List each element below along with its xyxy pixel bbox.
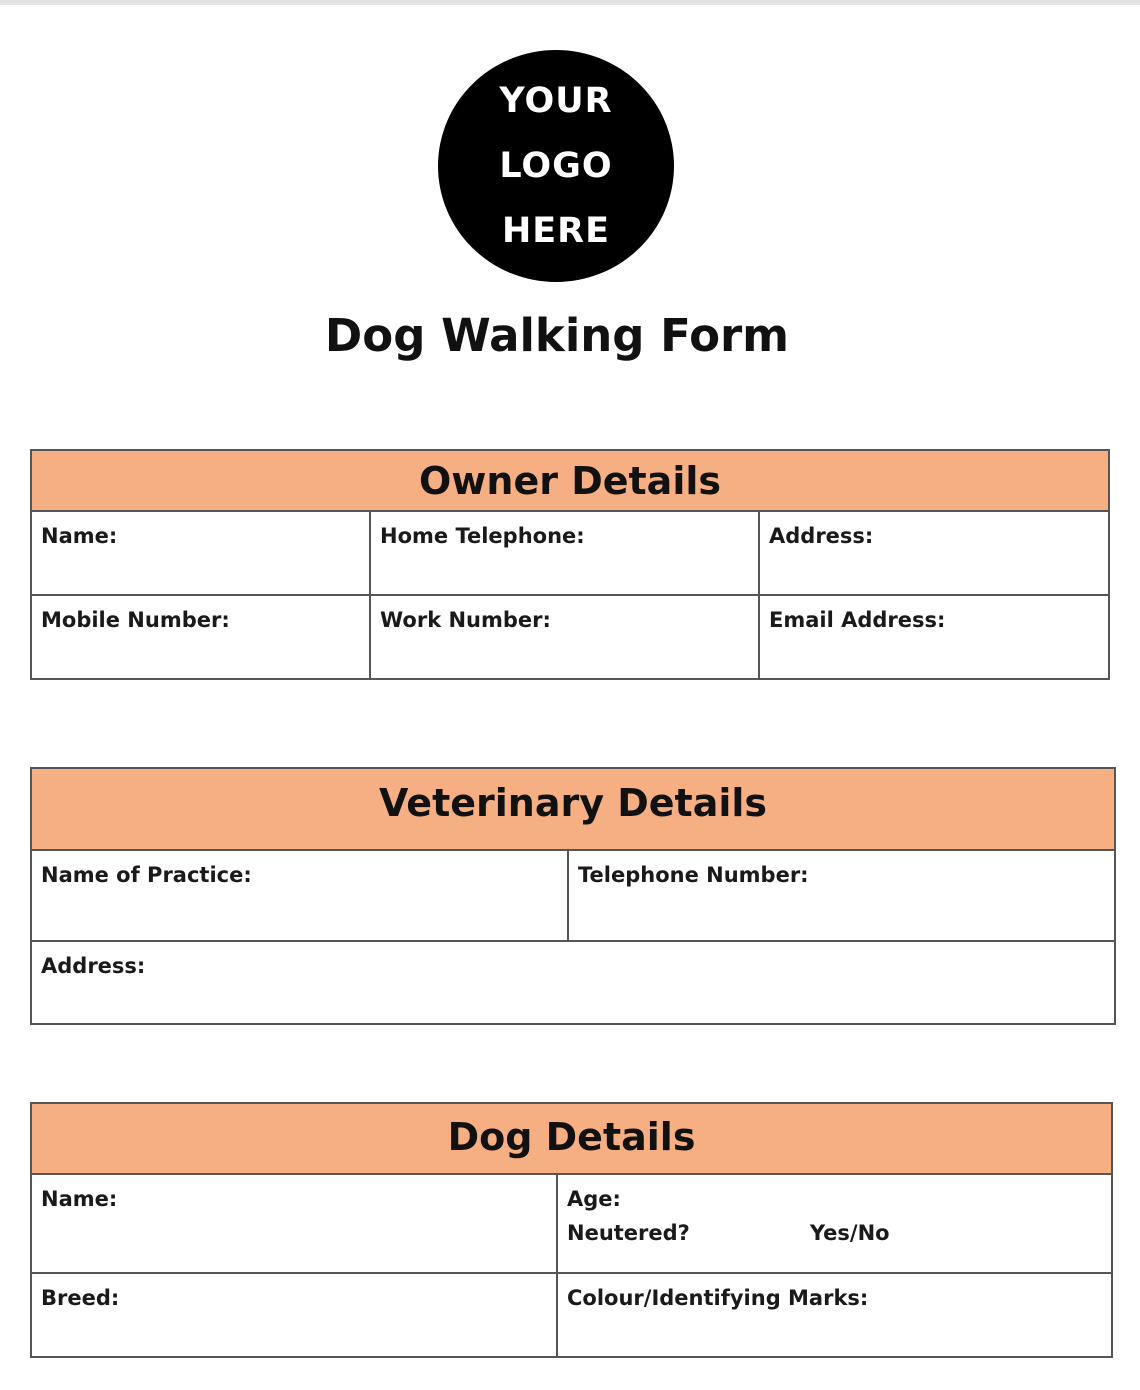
- owner-work-number-field[interactable]: Work Number:: [369, 596, 758, 678]
- veterinary-details-heading: Veterinary Details: [32, 769, 1114, 851]
- owner-row-1: [32, 512, 1108, 594]
- vet-row-1: [32, 851, 1114, 940]
- form-title: Dog Walking Form: [324, 309, 790, 362]
- dog-neutered-label: Neutered?: [567, 1221, 690, 1245]
- dog-neutered-line: [567, 1216, 1111, 1250]
- dog-row-1: [32, 1175, 1111, 1272]
- top-rule: [0, 0, 1140, 5]
- dog-name-field[interactable]: Name:: [41, 1187, 118, 1211]
- vet-address-field[interactable]: Address:: [41, 954, 146, 978]
- owner-mobile-number-field[interactable]: Mobile Number:: [41, 608, 230, 632]
- owner-row-2: [32, 594, 1108, 678]
- dog-breed-field[interactable]: Breed:: [41, 1286, 120, 1310]
- owner-home-telephone-field[interactable]: Home Telephone:: [369, 512, 758, 594]
- owner-details-section: [30, 449, 1110, 680]
- dog-details-heading: Dog Details: [32, 1104, 1111, 1175]
- owner-address-field[interactable]: Address:: [758, 512, 1108, 594]
- vet-row-2: [32, 940, 1114, 1023]
- dog-age-field[interactable]: Age:: [567, 1187, 621, 1211]
- dog-row-2: [32, 1272, 1111, 1356]
- dog-colour-marks-field[interactable]: Colour/Identifying Marks:: [556, 1274, 1111, 1356]
- dog-age-neutered-cell: [556, 1175, 1111, 1272]
- owner-name-field[interactable]: Name:: [41, 524, 118, 548]
- veterinary-details-section: [30, 767, 1116, 1025]
- logo-line-2: LOGO: [499, 145, 613, 186]
- logo-line-1: YOUR: [499, 80, 613, 121]
- vet-name-of-practice-field[interactable]: Name of Practice:: [41, 863, 252, 887]
- logo-placeholder: [438, 50, 674, 282]
- dog-details-section: [30, 1102, 1113, 1358]
- vet-telephone-number-field[interactable]: Telephone Number:: [567, 851, 1114, 940]
- owner-email-address-field[interactable]: Email Address:: [758, 596, 1108, 678]
- logo-line-3: HERE: [501, 210, 611, 251]
- owner-details-heading: Owner Details: [32, 451, 1108, 512]
- dog-neutered-yes-no[interactable]: Yes/No: [809, 1221, 890, 1245]
